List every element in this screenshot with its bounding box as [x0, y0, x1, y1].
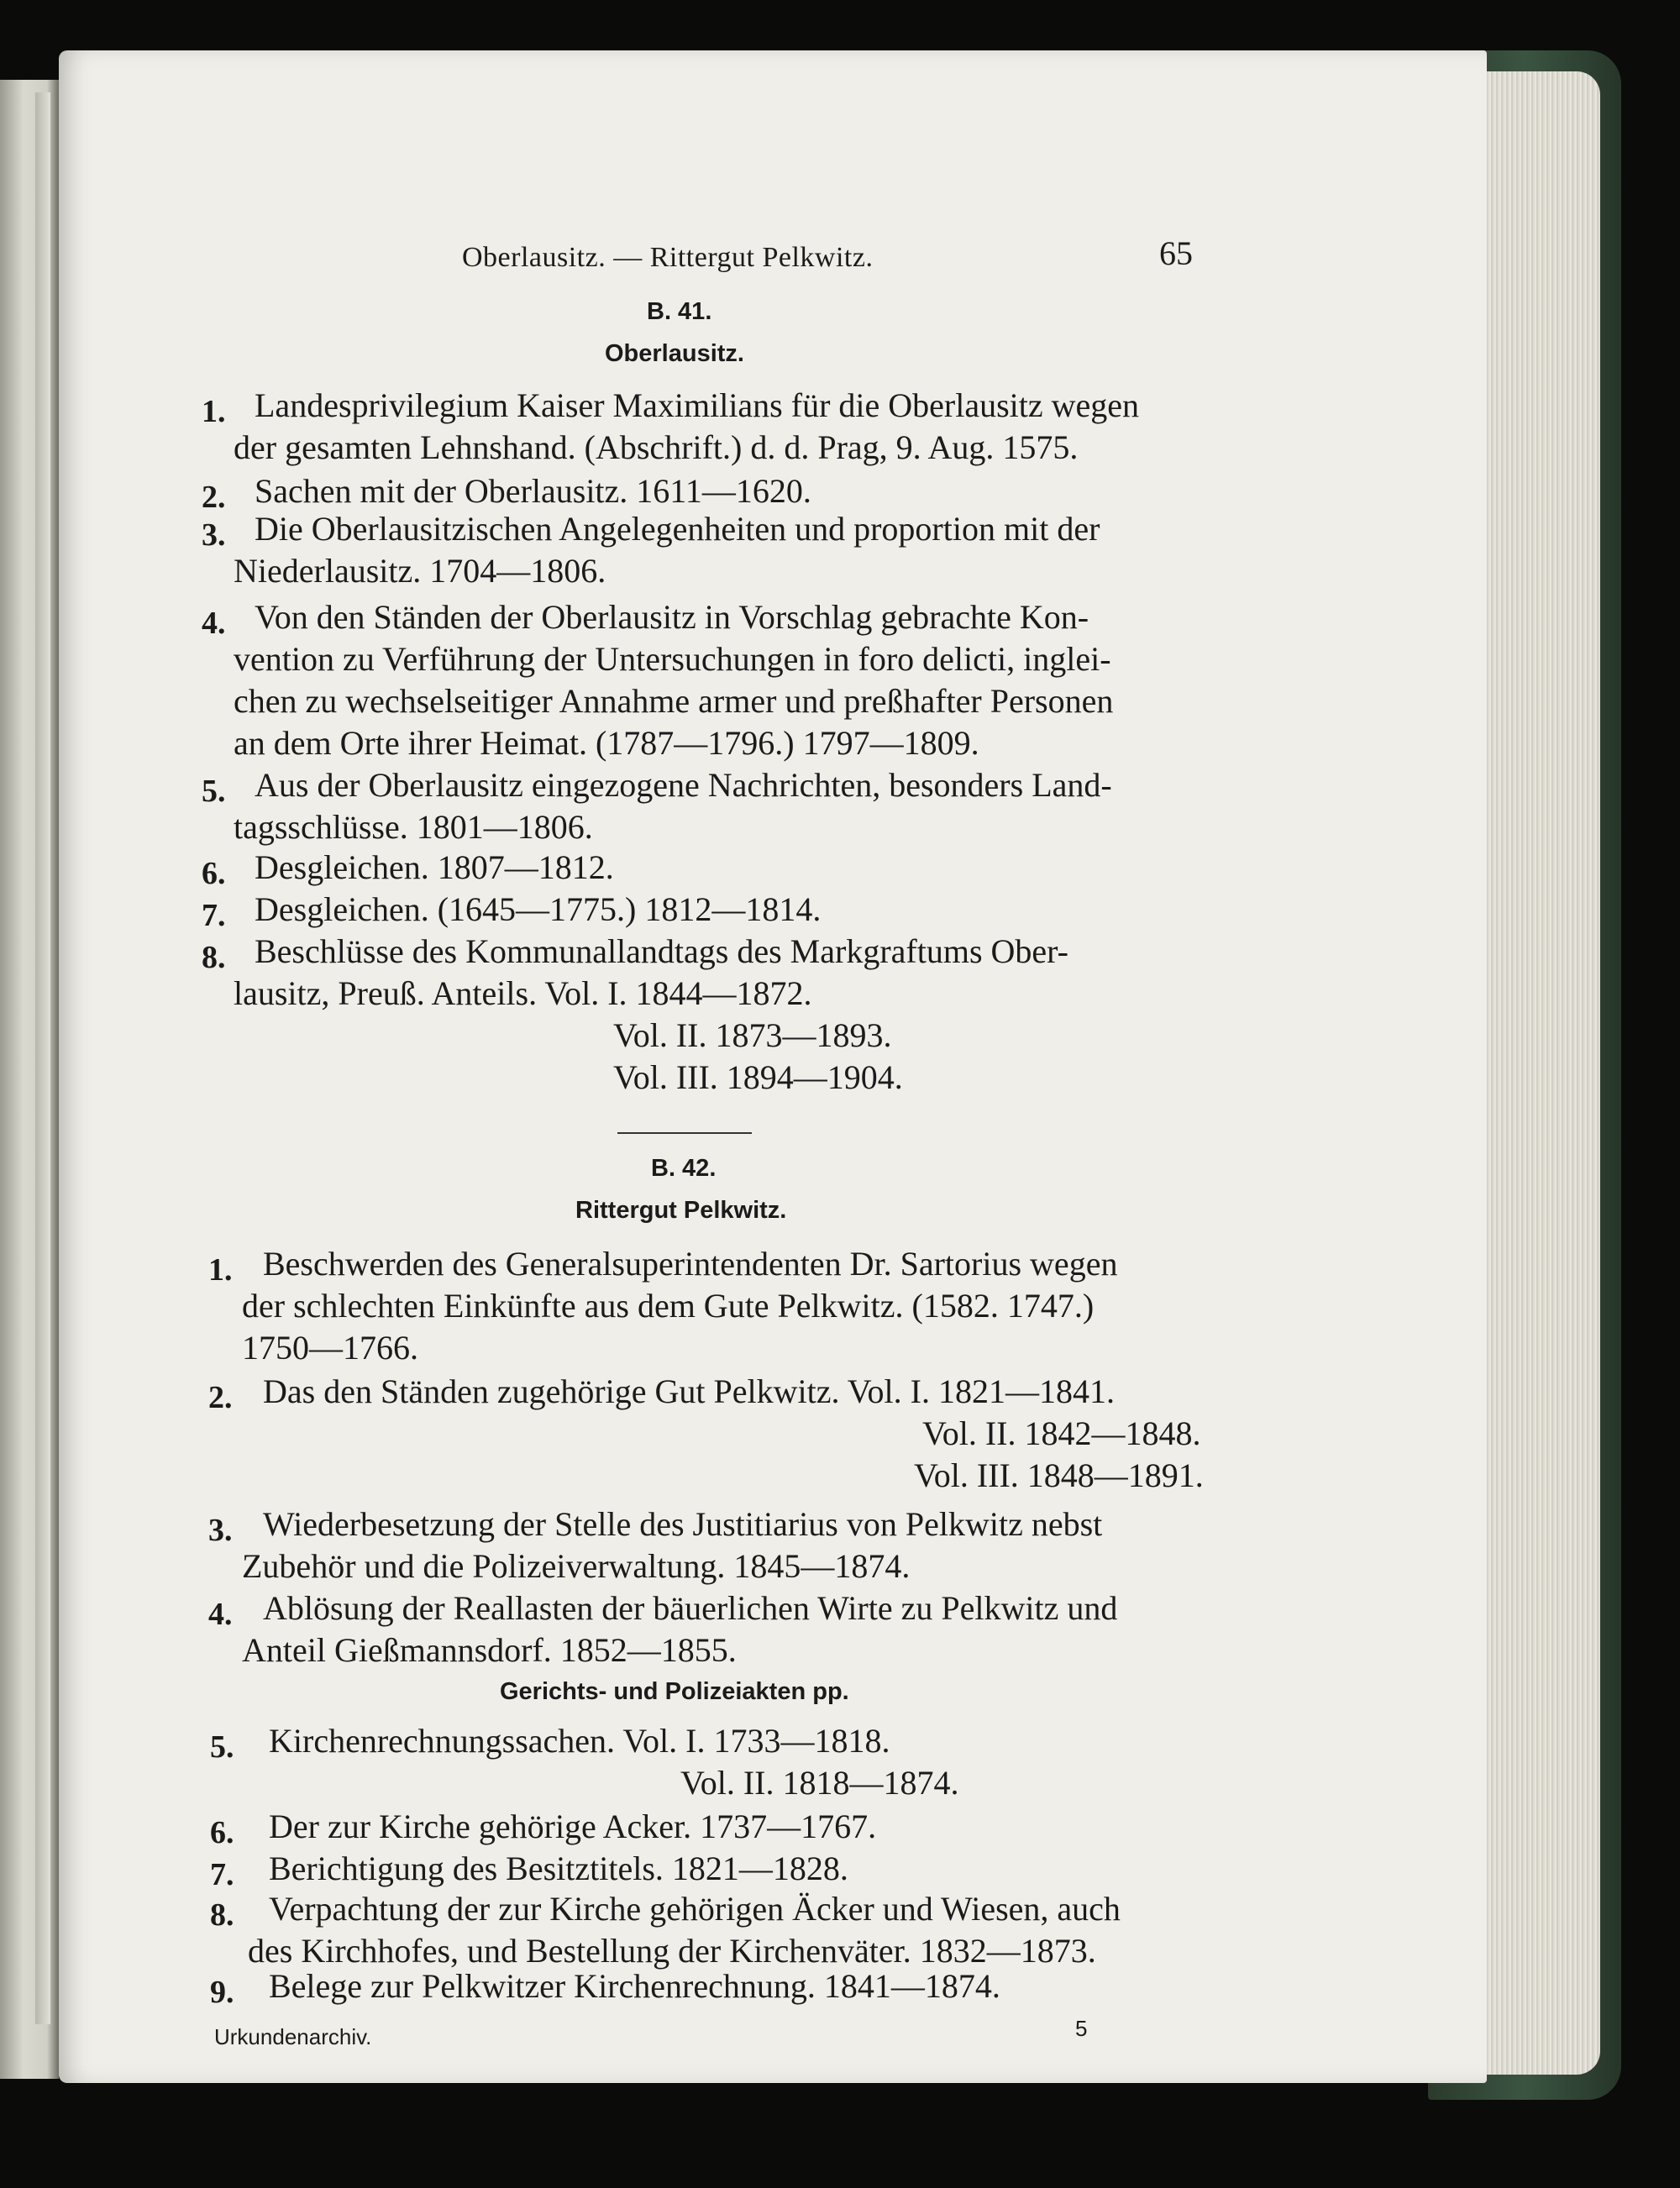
entry-line: Anteil Gießmannsdorf. 1852—1855. [242, 1631, 737, 1669]
page-stack-edge [1478, 71, 1600, 2075]
entry-line: Zubehör und die Polizeiverwaltung. 1845—1874. [242, 1547, 911, 1585]
subheading: Gerichts- und Polizeiakten pp. [500, 1678, 849, 1705]
entry-number: 4. [202, 606, 226, 641]
entry-number: 1. [202, 394, 226, 429]
entry-line: Der zur Kirche gehörige Acker. 1737—1767. [269, 1808, 877, 1845]
section-title-b41: Oberlausitz. [605, 340, 744, 367]
entry-number: 4. [208, 1597, 233, 1632]
entry-line-vol: Vol. II. 1842—1848. [922, 1414, 1201, 1452]
entry-line: des Kirchhofes, und Bestellung der Kirchenväter. 1832—1873. [248, 1932, 1096, 1970]
entry-number: 9. [210, 1975, 234, 2010]
entry-line: der gesamten Lehnshand. (Abschrift.) d. d. Prag, 9. Aug. 1575. [234, 428, 1079, 466]
entry-line: vention zu Verführung der Untersuchungen in foro delicti, inglei- [234, 640, 1111, 678]
entry-line-vol: Vol. II. 1873—1893. [613, 1016, 892, 1054]
entry-line: Von den Ständen der Oberlausitz in Vorschlag gebrachte Kon- [255, 598, 1089, 636]
entry-line: tagsschlüsse. 1801—1806. [234, 808, 593, 846]
entry-number: 5. [210, 1729, 234, 1765]
entry-number: 7. [210, 1857, 234, 1892]
section-code-b41: B. 41. [647, 298, 712, 325]
entry-line: Wiederbesetzung der Stelle des Justitiarius von Pelkwitz nebst [263, 1505, 1103, 1543]
entry-line: 1750—1766. [242, 1329, 418, 1367]
book-page [59, 50, 1487, 2083]
entry-line: Belege zur Pelkwitzer Kirchenrechnung. 1841—1874. [269, 1967, 1000, 2005]
entry-line: Niederlausitz. 1704—1806. [234, 552, 606, 590]
entry-line: Desgleichen. 1807—1812. [255, 848, 614, 886]
entry-line: Landesprivilegium Kaiser Maximilians für die Oberlausitz wegen [255, 386, 1140, 424]
entry-line: chen zu wechselseitiger Annahme armer und preßhafter Personen [234, 682, 1114, 720]
entry-line: Beschlüsse des Kommunallandtags des Markgraftums Ober- [255, 932, 1068, 970]
running-title: Oberlausitz. — Rittergut Pelkwitz. [462, 242, 874, 273]
entry-line: Aus der Oberlausitz eingezogene Nachrichten, besonders Land- [255, 766, 1112, 804]
entry-line: der schlechten Einkünfte aus dem Gute Pelkwitz. (1582. 1747.) [242, 1287, 1095, 1325]
entry-number: 8. [202, 940, 226, 975]
entry-number: 6. [210, 1815, 234, 1850]
entry-number: 1. [208, 1252, 233, 1288]
entry-line: Ablösung der Reallasten der bäuerlichen Wirte zu Pelkwitz und [263, 1589, 1118, 1627]
section-code-b42: B. 42. [651, 1155, 717, 1182]
entry-line-vol: Vol. III. 1848—1891. [914, 1456, 1204, 1494]
entry-line: Desgleichen. (1645—1775.) 1812—1814. [255, 890, 822, 928]
signature-mark: Urkundenarchiv. [214, 2024, 372, 2049]
entry-number: 3. [208, 1513, 233, 1548]
entry-line-vol: Vol. II. 1818—1874. [680, 1764, 959, 1802]
signature-number: 5 [1075, 2016, 1088, 2041]
entry-line: Die Oberlausitzischen Angelegenheiten und proportion mit der [255, 510, 1100, 548]
entry-line-vol: Vol. III. 1894—1904. [613, 1058, 903, 1096]
entry-number: 6. [202, 856, 226, 891]
section-title-b42: Rittergut Pelkwitz. [575, 1197, 787, 1224]
entry-line: an dem Orte ihrer Heimat. (1787—1796.) 1797—1809. [234, 724, 979, 762]
entry-line: Beschwerden des Generalsuperintendenten Dr. Sartorius wegen [263, 1245, 1118, 1283]
entry-number: 5. [202, 774, 226, 809]
entry-number: 2. [208, 1380, 233, 1415]
entry-line: Berichtigung des Besitztitels. 1821—1828. [269, 1850, 848, 1887]
facing-page-inner-edge [35, 92, 50, 2024]
entry-number: 2. [202, 480, 226, 515]
entry-number: 3. [202, 517, 226, 553]
entry-line: Kirchenrechnungssachen. Vol. I. 1733—1818. [269, 1722, 890, 1760]
page-number: 65 [1159, 234, 1193, 272]
entry-line: Das den Ständen zugehörige Gut Pelkwitz. Vol. I. 1821—1841. [263, 1372, 1115, 1410]
section-divider [617, 1132, 752, 1134]
entry-line: Sachen mit der Oberlausitz. 1611—1620. [255, 472, 811, 510]
entry-line: lausitz, Preuß. Anteils. Vol. I. 1844—1872. [234, 974, 812, 1012]
entry-line: Verpachtung der zur Kirche gehörigen Äcker und Wiesen, auch [269, 1890, 1121, 1928]
entry-number: 8. [210, 1897, 234, 1933]
entry-number: 7. [202, 898, 226, 933]
